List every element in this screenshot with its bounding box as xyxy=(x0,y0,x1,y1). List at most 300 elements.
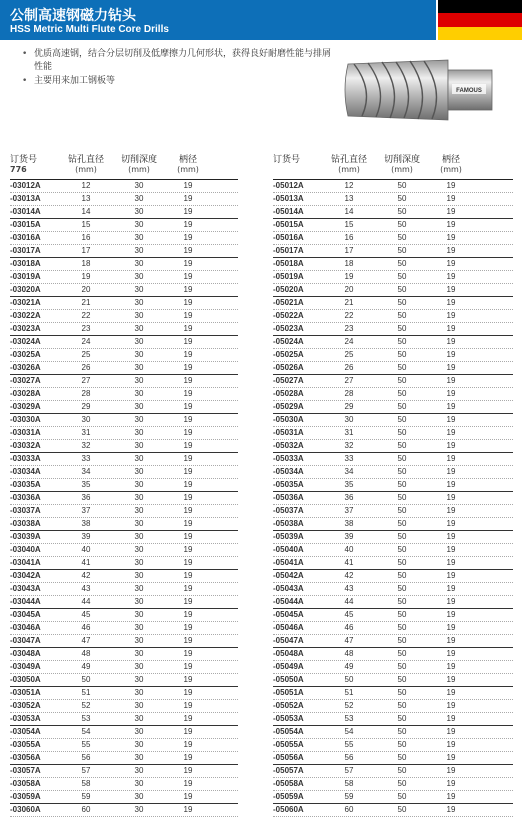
flag-stripe-gold xyxy=(438,27,522,40)
shank-cell: 19 xyxy=(446,623,456,632)
shank-cell: 19 xyxy=(446,207,456,216)
unit-label: (mm) xyxy=(440,165,462,174)
diameter-cell: 41 xyxy=(344,558,354,567)
order-no-cell: -05042A xyxy=(273,571,304,580)
diameter-cell: 59 xyxy=(81,792,91,801)
order-no-cell: -03052A xyxy=(10,701,41,710)
order-no-cell: -05012A xyxy=(273,181,304,190)
diameter-cell: 28 xyxy=(81,389,91,398)
table-row xyxy=(273,284,513,297)
shank-cell: 19 xyxy=(446,272,456,281)
table-row xyxy=(273,414,513,427)
shank-cell: 19 xyxy=(183,584,193,593)
shank-cell: 19 xyxy=(446,506,456,515)
diameter-cell: 40 xyxy=(344,545,354,554)
order-no-cell: -05028A xyxy=(273,389,304,398)
depth-cell: 50 xyxy=(397,285,407,294)
table-row xyxy=(10,336,238,349)
diameter-cell: 52 xyxy=(81,701,91,710)
depth-cell: 50 xyxy=(397,740,407,749)
table-row xyxy=(10,271,238,284)
shank-cell: 19 xyxy=(446,753,456,762)
order-no-cell: -05032A xyxy=(273,441,304,450)
depth-cell: 30 xyxy=(134,740,144,749)
order-no-cell: -05019A xyxy=(273,272,304,281)
unit-label: (mm) xyxy=(338,165,360,174)
depth-cell: 50 xyxy=(397,714,407,723)
diameter-cell: 36 xyxy=(81,493,91,502)
depth-cell: 50 xyxy=(397,727,407,736)
shank-cell: 19 xyxy=(183,181,193,190)
depth-cell: 30 xyxy=(134,584,144,593)
order-no-cell: -05050A xyxy=(273,675,304,684)
shank-cell: 19 xyxy=(446,246,456,255)
shank-cell: 19 xyxy=(446,636,456,645)
shank-cell: 19 xyxy=(183,571,193,580)
order-no-cell: -05037A xyxy=(273,506,304,515)
shank-cell: 19 xyxy=(446,610,456,619)
shank-cell: 19 xyxy=(183,792,193,801)
order-no-cell: -05013A xyxy=(273,194,304,203)
shank-cell: 19 xyxy=(446,792,456,801)
table-row xyxy=(10,739,238,752)
diameter-cell: 23 xyxy=(81,324,91,333)
diameter-cell: 47 xyxy=(344,636,354,645)
order-no-cell: -03060A xyxy=(10,805,41,814)
diameter-cell: 54 xyxy=(344,727,354,736)
table-row xyxy=(10,804,238,817)
shank-cell: 19 xyxy=(446,233,456,242)
shank-cell: 19 xyxy=(183,727,193,736)
diameter-cell: 14 xyxy=(344,207,354,216)
order-no-cell: -05051A xyxy=(273,688,304,697)
order-no-cell: -03040A xyxy=(10,545,41,554)
diameter-cell: 29 xyxy=(81,402,91,411)
diameter-cell: 31 xyxy=(344,428,354,437)
table-row xyxy=(10,531,238,544)
depth-cell: 30 xyxy=(134,545,144,554)
diameter-cell: 55 xyxy=(344,740,354,749)
shank-cell: 19 xyxy=(183,480,193,489)
depth-cell: 30 xyxy=(134,207,144,216)
depth-cell: 50 xyxy=(397,402,407,411)
depth-cell: 50 xyxy=(397,207,407,216)
order-no-cell: -03030A xyxy=(10,415,41,424)
order-no-cell: -03044A xyxy=(10,597,41,606)
order-no-cell: -03015A xyxy=(10,220,41,229)
shank-cell: 19 xyxy=(183,311,193,320)
order-no-cell: -03028A xyxy=(10,389,41,398)
depth-cell: 30 xyxy=(134,415,144,424)
depth-cell: 50 xyxy=(397,233,407,242)
shank-cell: 19 xyxy=(446,415,456,424)
diameter-cell: 56 xyxy=(81,753,91,762)
table-row xyxy=(273,401,513,414)
depth-cell: 30 xyxy=(134,389,144,398)
depth-cell: 30 xyxy=(134,805,144,814)
table-row xyxy=(273,713,513,726)
order-no-cell: -03048A xyxy=(10,649,41,658)
table-row xyxy=(273,427,513,440)
diameter-cell: 32 xyxy=(344,441,354,450)
shank-cell: 19 xyxy=(446,662,456,671)
order-no-cell: -03016A xyxy=(10,233,41,242)
depth-cell: 50 xyxy=(397,298,407,307)
order-no-cell: -03055A xyxy=(10,740,41,749)
depth-cell: 50 xyxy=(397,441,407,450)
order-no-cell: -03013A xyxy=(10,194,41,203)
diameter-cell: 60 xyxy=(344,805,354,814)
diameter-cell: 45 xyxy=(344,610,354,619)
order-no-cell: -03041A xyxy=(10,558,41,567)
depth-cell: 50 xyxy=(397,454,407,463)
shank-cell: 19 xyxy=(183,558,193,567)
shank-cell: 19 xyxy=(446,467,456,476)
order-no-cell: -03054A xyxy=(10,727,41,736)
diameter-cell: 34 xyxy=(81,467,91,476)
order-no-cell: -05035A xyxy=(273,480,304,489)
table-row xyxy=(10,505,238,518)
depth-cell: 30 xyxy=(134,779,144,788)
table-row xyxy=(273,271,513,284)
depth-cell: 50 xyxy=(397,532,407,541)
table-body xyxy=(10,180,238,817)
order-no-cell: -03047A xyxy=(10,636,41,645)
order-no-cell: -05055A xyxy=(273,740,304,749)
flag-stripe-black xyxy=(438,0,522,13)
page-subtitle: HSS Metric Multi Flute Core Drills xyxy=(10,24,169,35)
depth-cell: 30 xyxy=(134,259,144,268)
table-row xyxy=(10,258,238,271)
order-no-cell: -03035A xyxy=(10,480,41,489)
depth-cell: 50 xyxy=(397,688,407,697)
order-no-cell: -05038A xyxy=(273,519,304,528)
depth-cell: 50 xyxy=(397,428,407,437)
depth-cell: 30 xyxy=(134,454,144,463)
table-row xyxy=(273,336,513,349)
order-no-cell: -03020A xyxy=(10,285,41,294)
table-row xyxy=(273,323,513,336)
shank-cell: 19 xyxy=(446,493,456,502)
depth-cell: 50 xyxy=(397,363,407,372)
depth-cell: 30 xyxy=(134,493,144,502)
shank-cell: 19 xyxy=(183,662,193,671)
diameter-cell: 38 xyxy=(81,519,91,528)
table-row xyxy=(273,752,513,765)
order-no-cell: -05045A xyxy=(273,610,304,619)
shank-cell: 19 xyxy=(183,298,193,307)
table-row xyxy=(273,700,513,713)
diameter-cell: 49 xyxy=(344,662,354,671)
table-row xyxy=(10,752,238,765)
order-prefix-label: 776 xyxy=(10,165,27,174)
diameter-cell: 36 xyxy=(344,493,354,502)
shank-cell: 19 xyxy=(446,194,456,203)
table-header xyxy=(10,155,238,180)
order-no-cell: -05030A xyxy=(273,415,304,424)
feature-item: • 优质高速钢，结合分层切削及低摩擦力几何形状，获得良好耐磨性能与排屑性能 xyxy=(22,48,334,74)
shank-cell: 19 xyxy=(183,246,193,255)
shank-cell: 19 xyxy=(183,649,193,658)
table-row xyxy=(273,804,513,817)
shank-cell: 19 xyxy=(446,571,456,580)
order-no-cell: -03017A xyxy=(10,246,41,255)
depth-cell: 30 xyxy=(134,311,144,320)
shank-cell: 19 xyxy=(446,363,456,372)
depth-cell: 50 xyxy=(397,766,407,775)
diameter-cell: 42 xyxy=(81,571,91,580)
shank-cell: 19 xyxy=(446,324,456,333)
table-row xyxy=(10,297,238,310)
order-no-cell: -05053A xyxy=(273,714,304,723)
table-row xyxy=(273,544,513,557)
table-row xyxy=(10,635,238,648)
shank-cell: 19 xyxy=(446,285,456,294)
table-row xyxy=(10,284,238,297)
diameter-cell: 55 xyxy=(81,740,91,749)
depth-cell: 30 xyxy=(134,441,144,450)
shank-cell: 19 xyxy=(446,727,456,736)
col-shank xyxy=(168,155,208,175)
shank-cell: 19 xyxy=(446,675,456,684)
order-no-cell: -05048A xyxy=(273,649,304,658)
diameter-label: 钻孔直径 xyxy=(67,155,104,165)
depth-cell: 30 xyxy=(134,727,144,736)
order-no-cell: -03034A xyxy=(10,467,41,476)
shank-cell: 19 xyxy=(446,649,456,658)
drill-brand-label: FAMOUS xyxy=(456,88,482,94)
diameter-cell: 30 xyxy=(81,415,91,424)
shank-cell: 19 xyxy=(446,558,456,567)
order-no-cell: -03059A xyxy=(10,792,41,801)
order-no-cell: -05054A xyxy=(273,727,304,736)
depth-cell: 50 xyxy=(397,584,407,593)
depth-cell: 30 xyxy=(134,467,144,476)
depth-cell: 30 xyxy=(134,532,144,541)
depth-cell: 50 xyxy=(397,636,407,645)
diameter-cell: 26 xyxy=(344,363,354,372)
diameter-cell: 37 xyxy=(81,506,91,515)
order-no-cell: -03024A xyxy=(10,337,41,346)
order-no-cell: -03046A xyxy=(10,623,41,632)
depth-cell: 30 xyxy=(134,194,144,203)
table-row xyxy=(10,219,238,232)
depth-cell: 50 xyxy=(397,662,407,671)
diameter-cell: 32 xyxy=(81,441,91,450)
shank-cell: 19 xyxy=(183,324,193,333)
shank-cell: 19 xyxy=(183,272,193,281)
depth-cell: 50 xyxy=(397,779,407,788)
table-row xyxy=(273,180,513,193)
shank-cell: 19 xyxy=(446,597,456,606)
depth-cell: 50 xyxy=(397,753,407,762)
depth-cell: 50 xyxy=(397,558,407,567)
table-row xyxy=(273,674,513,687)
depth-cell: 50 xyxy=(397,649,407,658)
shank-cell: 19 xyxy=(183,636,193,645)
depth-cell: 30 xyxy=(134,428,144,437)
table-row xyxy=(10,245,238,258)
diameter-cell: 50 xyxy=(344,675,354,684)
table-row xyxy=(10,622,238,635)
table-row xyxy=(273,492,513,505)
depth-cell: 30 xyxy=(134,623,144,632)
depth-cell: 50 xyxy=(397,701,407,710)
shank-cell: 19 xyxy=(446,779,456,788)
table-row xyxy=(10,440,238,453)
depth-cell: 30 xyxy=(134,506,144,515)
shank-cell: 19 xyxy=(183,688,193,697)
table-row xyxy=(273,505,513,518)
table-row xyxy=(10,557,238,570)
order-no-cell: -05052A xyxy=(273,701,304,710)
diameter-cell: 18 xyxy=(81,259,91,268)
order-no-cell: -03053A xyxy=(10,714,41,723)
order-no-cell: -05027A xyxy=(273,376,304,385)
diameter-cell: 13 xyxy=(81,194,91,203)
order-no-cell: -03043A xyxy=(10,584,41,593)
diameter-cell: 29 xyxy=(344,402,354,411)
german-flag-icon xyxy=(438,0,522,40)
diameter-cell: 53 xyxy=(81,714,91,723)
depth-cell: 50 xyxy=(397,194,407,203)
depth-cell: 50 xyxy=(397,311,407,320)
depth-cell: 30 xyxy=(134,753,144,762)
order-no-cell: -05049A xyxy=(273,662,304,671)
unit-label: (mm) xyxy=(177,165,199,174)
shank-cell: 19 xyxy=(446,376,456,385)
shank-cell: 19 xyxy=(183,766,193,775)
depth-cell: 50 xyxy=(397,259,407,268)
diameter-cell: 24 xyxy=(344,337,354,346)
shank-cell: 19 xyxy=(183,506,193,515)
diameter-cell: 28 xyxy=(344,389,354,398)
depth-cell: 50 xyxy=(397,246,407,255)
order-no-cell: -03058A xyxy=(10,779,41,788)
depth-cell: 50 xyxy=(397,493,407,502)
order-no-cell: -05020A xyxy=(273,285,304,294)
depth-cell: 30 xyxy=(134,662,144,671)
order-no-cell: -05043A xyxy=(273,584,304,593)
diameter-cell: 38 xyxy=(344,519,354,528)
table-row xyxy=(10,362,238,375)
order-no-cell: -05058A xyxy=(273,779,304,788)
table-row xyxy=(10,427,238,440)
table-row xyxy=(10,596,238,609)
shank-label: 柄径 xyxy=(178,155,197,165)
order-no-cell: -03033A xyxy=(10,454,41,463)
order-no-cell: -05040A xyxy=(273,545,304,554)
diameter-cell: 35 xyxy=(344,480,354,489)
table-header xyxy=(273,155,513,180)
table-row xyxy=(10,687,238,700)
shank-cell: 19 xyxy=(446,519,456,528)
order-no-cell: -05056A xyxy=(273,753,304,762)
depth-cell: 30 xyxy=(134,233,144,242)
depth-label: 切削深度 xyxy=(383,155,420,165)
diameter-cell: 47 xyxy=(81,636,91,645)
order-no-cell: -05046A xyxy=(273,623,304,632)
order-no-cell: -03025A xyxy=(10,350,41,359)
feature-list xyxy=(22,48,334,89)
table-row xyxy=(10,570,238,583)
depth-cell: 50 xyxy=(397,376,407,385)
depth-cell: 50 xyxy=(397,597,407,606)
depth-cell: 50 xyxy=(397,571,407,580)
depth-cell: 30 xyxy=(134,792,144,801)
depth-cell: 50 xyxy=(397,181,407,190)
shank-cell: 19 xyxy=(446,688,456,697)
depth-cell: 50 xyxy=(397,415,407,424)
diameter-label: 钻孔直径 xyxy=(330,155,367,165)
diameter-cell: 25 xyxy=(344,350,354,359)
depth-cell: 30 xyxy=(134,363,144,372)
diameter-cell: 23 xyxy=(344,324,354,333)
shank-cell: 19 xyxy=(183,194,193,203)
order-no-cell: -03018A xyxy=(10,259,41,268)
table-body xyxy=(273,180,513,817)
diameter-cell: 17 xyxy=(81,246,91,255)
table-row xyxy=(273,791,513,804)
shank-cell: 19 xyxy=(183,675,193,684)
table-row xyxy=(10,479,238,492)
table-row xyxy=(10,323,238,336)
core-drill-image xyxy=(340,50,500,130)
order-no-cell: -05059A xyxy=(273,792,304,801)
shank-cell: 19 xyxy=(446,740,456,749)
shank-cell: 19 xyxy=(183,220,193,229)
depth-cell: 30 xyxy=(134,649,144,658)
order-no-cell: -05016A xyxy=(273,233,304,242)
depth-cell: 50 xyxy=(397,220,407,229)
shank-cell: 19 xyxy=(183,285,193,294)
table-row xyxy=(273,479,513,492)
table-row xyxy=(10,232,238,245)
diameter-cell: 15 xyxy=(344,220,354,229)
table-row xyxy=(10,661,238,674)
diameter-cell: 43 xyxy=(344,584,354,593)
diameter-cell: 59 xyxy=(344,792,354,801)
table-row xyxy=(10,466,238,479)
diameter-cell: 53 xyxy=(344,714,354,723)
table-row xyxy=(10,778,238,791)
table-row xyxy=(273,518,513,531)
order-no-cell: -03042A xyxy=(10,571,41,580)
col-depth xyxy=(110,155,168,175)
table-row xyxy=(273,206,513,219)
diameter-cell: 17 xyxy=(344,246,354,255)
order-no-cell: -03012A xyxy=(10,181,41,190)
shank-cell: 19 xyxy=(183,701,193,710)
diameter-cell: 27 xyxy=(81,376,91,385)
depth-cell: 30 xyxy=(134,402,144,411)
order-no-cell: -05041A xyxy=(273,558,304,567)
table-row xyxy=(10,583,238,596)
shank-cell: 19 xyxy=(446,701,456,710)
shank-cell: 19 xyxy=(183,740,193,749)
diameter-cell: 42 xyxy=(344,571,354,580)
shank-cell: 19 xyxy=(183,363,193,372)
diameter-cell: 16 xyxy=(81,233,91,242)
depth-cell: 30 xyxy=(134,688,144,697)
depth-cell: 30 xyxy=(134,597,144,606)
table-row xyxy=(273,687,513,700)
shank-cell: 19 xyxy=(446,441,456,450)
table-row xyxy=(273,635,513,648)
diameter-cell: 20 xyxy=(81,285,91,294)
order-no-cell: -03056A xyxy=(10,753,41,762)
unit-label: (mm) xyxy=(128,165,150,174)
